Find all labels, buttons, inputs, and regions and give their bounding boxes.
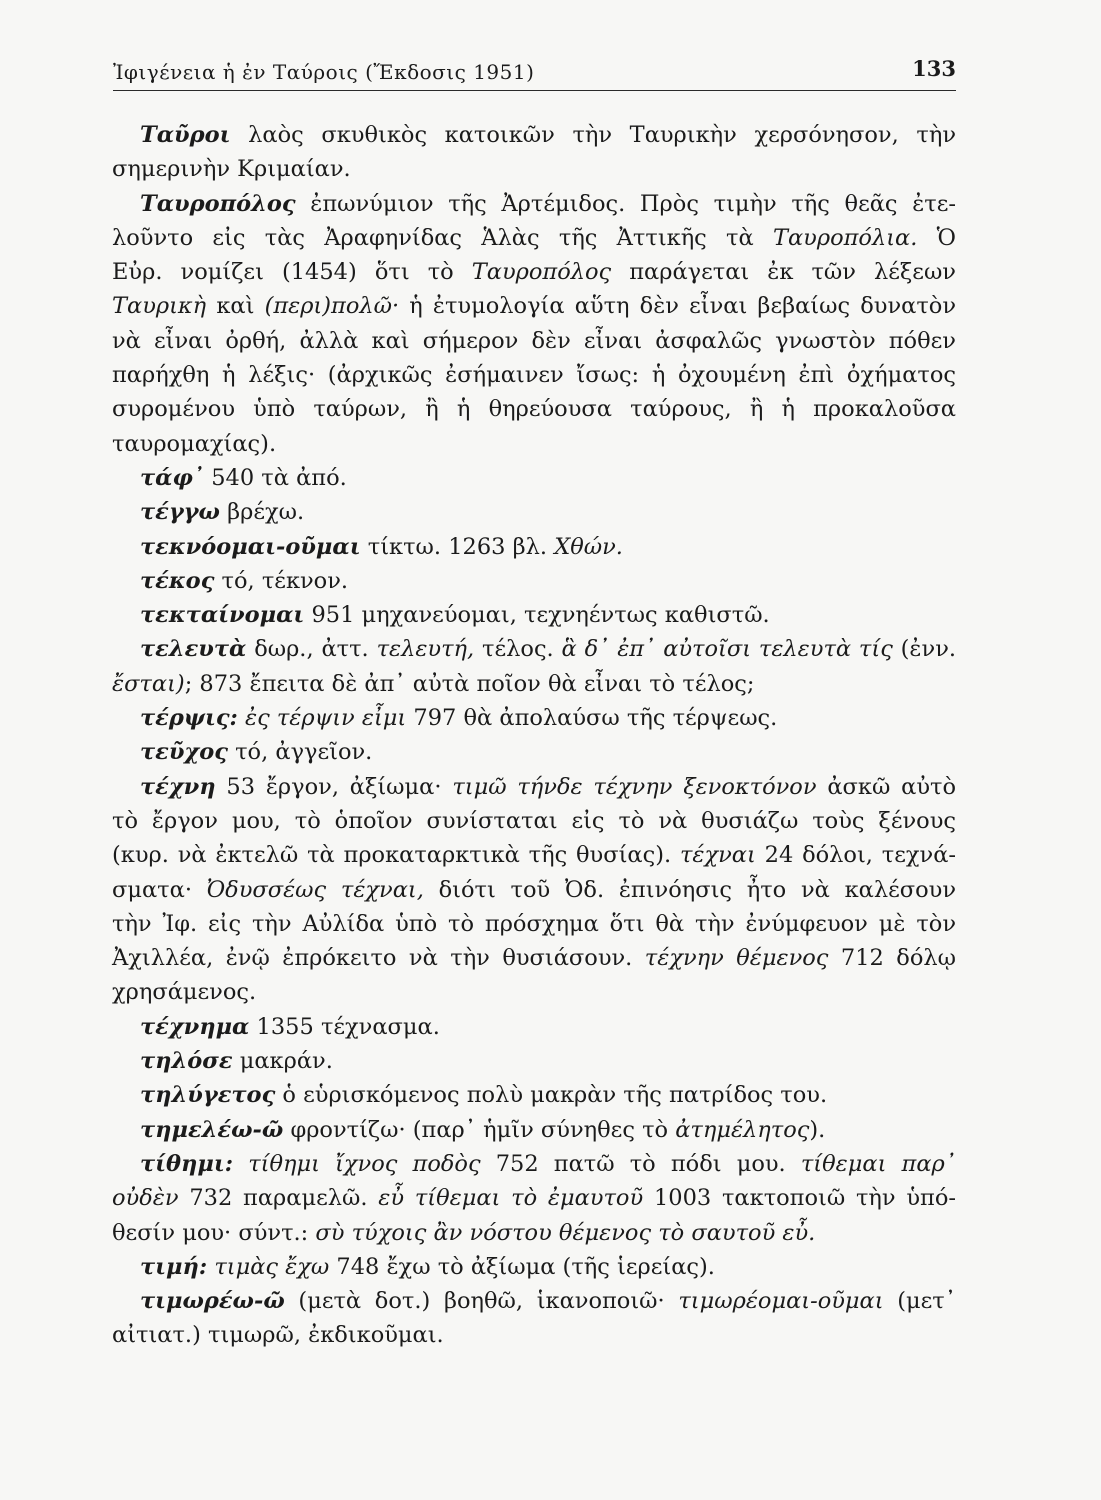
entry-text: διότι τοῦ Ὀδ. ἐπινόησις ἦτο νὰ καλέσουν <box>423 876 956 903</box>
glossary-entry <box>112 632 956 701</box>
entry-text: τὸ ἔργον μου, τὸ ὁποῖον συνίσταται εἰς τὸ νὰ θυσιάζω τοὺς ξένους <box>112 807 956 834</box>
entry-text: (ἐνν. <box>892 636 957 663</box>
entry-text: 53 ἔργον, ἀξίωμα· <box>215 773 453 800</box>
entry-text: 1003 τακτοποιῶ τὴν ὑπό- <box>643 1185 956 1212</box>
entry-text <box>233 1151 248 1177</box>
entry-text: θεσίν μου· σύντ.: <box>112 1219 316 1246</box>
entry-line <box>112 530 956 564</box>
entry-line <box>112 598 956 632</box>
running-title: Ἰφιγένεια ἡ ἐν Ταύροις (Ἔκδοσις 1951) <box>113 60 535 84</box>
glossary-entry <box>112 1078 956 1112</box>
italic-quote: ἐς τέρψιν εἶμι <box>245 705 407 732</box>
headword: τελευτὰ <box>140 636 247 663</box>
entry-text: 540 τὰ ἀπό. <box>204 464 347 491</box>
entry-line <box>112 1250 956 1284</box>
glossary-entry <box>112 564 956 598</box>
headword: τηλύγετος <box>140 1082 276 1109</box>
entry-text: τό, τέκνον. <box>214 567 349 594</box>
entry-text: ; 873 ἔπειτα δὲ ἀπ᾽ αὐτὰ ποῖον θὰ εἶναι τὸ τέλος; <box>184 670 755 697</box>
entry-line <box>112 118 956 152</box>
italic-quote: Ταυροπόλια. <box>772 224 918 251</box>
entry-text: 712 δόλῳ <box>828 945 956 972</box>
entry-text: σημερινὴν Κριμαίαν. <box>112 156 351 183</box>
entry-text <box>238 705 245 731</box>
glossary-entry <box>112 530 956 564</box>
italic-quote: ἔσται) <box>112 670 185 697</box>
entry-line <box>112 1284 956 1318</box>
glossary-entry <box>112 701 956 735</box>
italic-quote: τέχνην θέμενος <box>644 945 829 972</box>
entry-line <box>112 804 956 838</box>
italic-quote: τελευτή, <box>376 636 475 663</box>
entry-text: σματα· <box>112 876 207 903</box>
headword: τημελέω-ῶ <box>140 1116 284 1143</box>
entry-text: ἀσκῶ αὐτὸ <box>816 773 956 800</box>
entry-text: ὁ εὑρισκόμενος πολὺ μακρὰν τῆς πατρίδος του. <box>275 1082 828 1109</box>
glossary-entry <box>112 598 956 632</box>
entry-line <box>112 1318 956 1352</box>
entry-text: τὴν Ἰφ. εἰς τὴν Αὐλίδα ὑπὸ τὸ πρόσχημα ὅτι θὰ τὴν ἐνύμφευον μὲ τὸν <box>112 910 956 937</box>
entry-text: 752 πατῶ τὸ πόδι μου. <box>480 1150 801 1177</box>
entry-text: Ὁ <box>917 224 956 251</box>
entry-text: ἐπωνύμιον τῆς Ἀρτέμιδος. Πρὸς τιμὴν τῆς θεᾶς ἐτε- <box>295 190 956 217</box>
glossary-entry <box>112 1147 956 1250</box>
glossary-entry <box>112 495 956 529</box>
glossary-entry <box>112 1250 956 1284</box>
entry-line <box>112 632 956 666</box>
headword: τιμωρέω-ῶ <box>140 1288 285 1315</box>
glossary-entry <box>112 1044 956 1078</box>
entry-line <box>112 975 956 1009</box>
entry-text: συρομένου ὑπὸ ταύρων, ἢ ἡ θηρεύουσα ταύρους, ἢ ἡ προκαλοῦσα <box>112 396 956 423</box>
italic-quote: ἀτημέλητος <box>675 1116 810 1143</box>
entry-text: χρησάμενος. <box>112 979 257 1006</box>
entry-line <box>112 1078 956 1112</box>
headword: τέγγω <box>140 499 220 526</box>
italic-quote: τίθεμαι παρ᾽ <box>800 1150 956 1177</box>
glossary-entry <box>112 1284 956 1353</box>
italic-quote: τιμωρέομαι-οῦμαι <box>678 1288 884 1315</box>
entry-text: φροντίζω· (παρ᾽ ἡμῖν σύνηθες τὸ <box>283 1116 676 1143</box>
entry-text: λοῦντο εἰς τὰς Ἀραφηνίδας Ἁλὰς τῆς Ἀττικῆς τὰ <box>112 224 773 251</box>
italic-quote: Ταυροπόλος <box>471 259 612 286</box>
glossary-entry <box>112 1010 956 1044</box>
entry-text: (μετ᾽ <box>883 1288 956 1315</box>
italic-quote: Ταυρικὴ <box>112 293 207 320</box>
entry-line <box>112 1216 956 1250</box>
italic-quote: τιμὰς ἔχω <box>214 1253 330 1280</box>
entry-line <box>112 701 956 735</box>
entry-text: παράγεται ἐκ τῶν λέξεων <box>611 259 956 286</box>
entry-text: δωρ., ἀττ. <box>246 636 377 663</box>
entry-text: ). <box>809 1116 826 1143</box>
italic-quote: σὺ τύχοις ἂν νόστου θέμενος τὸ σαυτοῦ εὖ. <box>315 1219 816 1246</box>
glossary-entry <box>112 1113 956 1147</box>
headword: τεῦχος <box>140 739 228 766</box>
glossary-body <box>112 118 956 1353</box>
entry-line <box>112 1181 956 1215</box>
italic-quote: τίθημι ἴχνος ποδὸς <box>248 1150 481 1177</box>
entry-text: βρέχω. <box>219 499 305 526</box>
entry-line <box>112 735 956 769</box>
entry-text: λαὸς σκυθικὸς κατοικῶν τὴν Ταυρικὴν χερσόνησον, τὴν <box>230 122 956 148</box>
entry-line <box>112 289 956 323</box>
headword: τέρψις: <box>140 705 238 732</box>
entry-line <box>112 461 956 495</box>
entry-text: παρήχθη ἡ λέξις· (ἀρχικῶς ἐσήμαινεν ἴσως: ἡ ὀχουμένη ἐπὶ ὀχήματος <box>112 362 956 389</box>
headword: Ταῦροι <box>140 122 231 148</box>
headword: τηλόσε <box>140 1048 233 1075</box>
headword: τεκταίνομαι <box>140 602 305 629</box>
headword: τιμή: <box>140 1253 208 1280</box>
entry-line <box>112 667 956 701</box>
italic-quote: Χθών. <box>554 533 623 560</box>
entry-line <box>112 392 956 426</box>
headword: τίθημι: <box>140 1150 234 1177</box>
italic-quote: (περι)πολῶ· <box>264 293 400 320</box>
entry-text: Εὐρ. νομίζει (1454) ὅτι τὸ <box>112 259 472 286</box>
entry-text: 1355 τέχνασμα. <box>249 1013 440 1040</box>
entry-line <box>112 358 956 392</box>
entry-text: ἡ ἐτυμολογία αὕτη δὲν εἶναι βεβαίως δυνατὸν <box>399 293 956 320</box>
entry-line <box>112 255 956 289</box>
entry-line <box>112 187 956 221</box>
entry-text: (μετὰ δοτ.) βοηθῶ, ἱκανοποιῶ· <box>284 1288 679 1315</box>
entry-line <box>112 770 956 804</box>
entry-text: ταυρομαχίας). <box>112 430 277 457</box>
headword: Ταυροπόλος <box>140 190 296 217</box>
entry-line <box>112 873 956 907</box>
entry-line <box>112 1113 956 1147</box>
italic-quote: ἃ δ᾽ ἐπ᾽ αὐτοῖσι τελευτὰ τίς <box>561 636 893 663</box>
page-number: 133 <box>912 56 956 81</box>
entry-text: 24 δόλοι, τεχνά- <box>755 842 956 869</box>
entry-text: Ἀχιλλέα, ἐνῷ ἐπρόκειτο νὰ τὴν θυσιάσουν. <box>112 945 645 972</box>
entry-line <box>112 1044 956 1078</box>
glossary-entry <box>112 118 956 187</box>
glossary-entry <box>112 461 956 495</box>
entry-line <box>112 907 956 941</box>
entry-text: αἰτιατ.) τιμωρῶ, ἐκδικοῦμαι. <box>112 1322 444 1349</box>
entry-line <box>112 1010 956 1044</box>
entry-line <box>112 941 956 975</box>
entry-text: τό, ἀγγεῖον. <box>227 739 373 766</box>
headword: τεκνόομαι-οῦμαι <box>140 533 361 560</box>
italic-quote: τέχναι <box>679 842 756 869</box>
entry-line <box>112 564 956 598</box>
glossary-entry <box>112 770 956 1010</box>
headword: τέχνη <box>140 773 216 800</box>
entry-text: 732 παραμελῶ. <box>178 1185 379 1212</box>
entry-line <box>112 495 956 529</box>
italic-quote: εὖ τίθεμαι τὸ ἐμαυτοῦ <box>378 1185 644 1212</box>
entry-text: 951 μηχανεύομαι, τεχνηέντως καθιστῶ. <box>304 602 770 629</box>
headword: τέκος <box>140 567 215 594</box>
entry-line <box>112 838 956 872</box>
entry-text: τίκτω. 1263 βλ. <box>360 533 555 560</box>
italic-quote: οὐδὲν <box>112 1185 179 1212</box>
entry-text: μακράν. <box>232 1048 333 1075</box>
entry-text: νὰ εἶναι ὀρθή, ἀλλὰ καὶ σήμερον δὲν εἶναι ἀσφαλῶς γνωστὸν πόθεν <box>112 327 956 354</box>
entry-line <box>112 1147 956 1181</box>
italic-quote: τιμῶ τήνδε τέχνην ξενοκτόνον <box>452 773 817 800</box>
entry-line <box>112 221 956 255</box>
glossary-entry <box>112 735 956 769</box>
headword: τάφ᾽ <box>140 464 205 491</box>
italic-quote: Ὀδυσσέως τέχναι, <box>206 876 424 903</box>
entry-line <box>112 427 956 461</box>
entry-text: 797 θὰ ἀπολαύσω τῆς τέρψεως. <box>406 705 778 732</box>
entry-text: 748 ἔχω τὸ ἀξίωμα (τῆς ἱερείας). <box>329 1253 715 1280</box>
entry-text: καὶ <box>206 293 265 320</box>
header-rule <box>113 90 956 91</box>
entry-text: τέλος. <box>474 636 562 663</box>
running-header <box>113 52 956 92</box>
glossary-entry <box>112 187 956 461</box>
entry-line <box>112 152 956 186</box>
entry-line <box>112 324 956 358</box>
headword: τέχνημα <box>140 1013 250 1040</box>
entry-text: (κυρ. νὰ ἐκτελῶ τὰ προκαταρκτικὰ τῆς θυσίας). <box>112 842 680 869</box>
